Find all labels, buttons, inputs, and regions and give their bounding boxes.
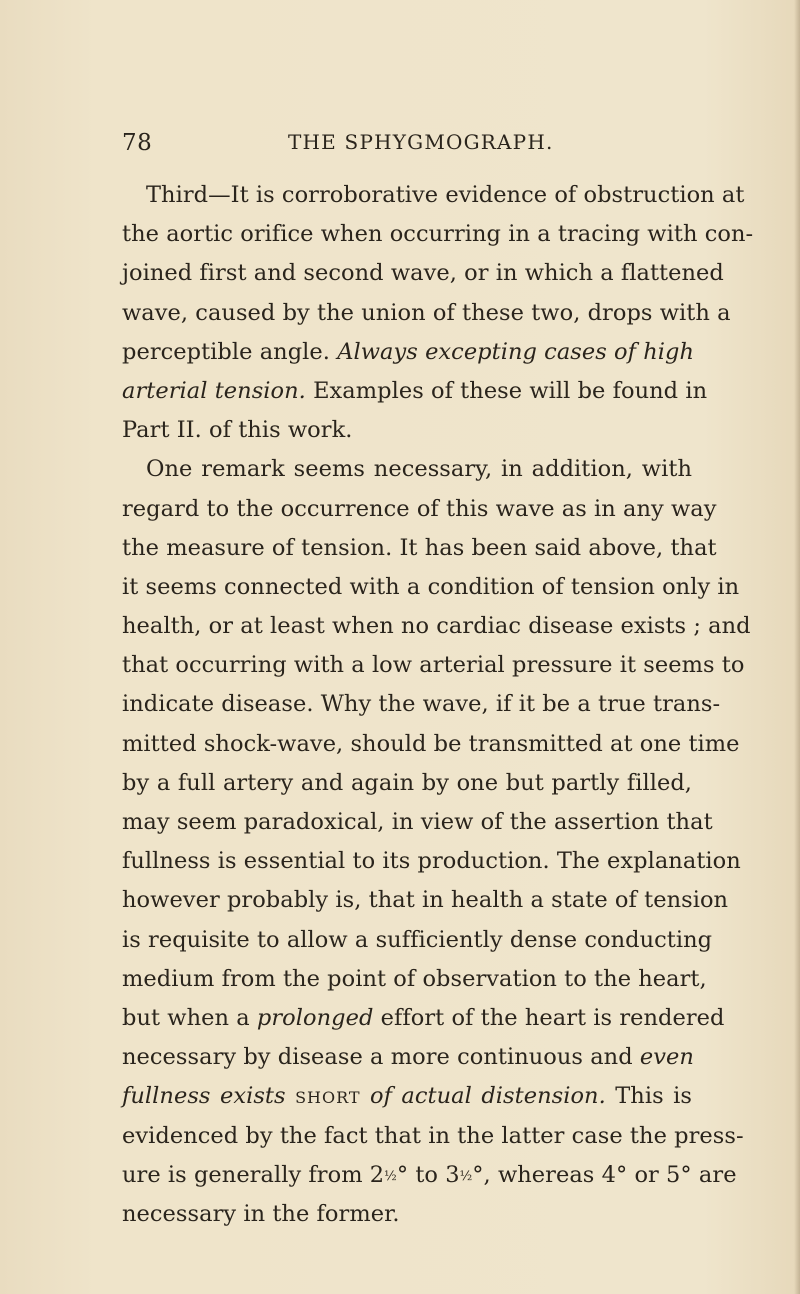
text-fragment: ure is generally from 2 bbox=[122, 1161, 385, 1188]
running-head bbox=[122, 130, 692, 162]
text-line bbox=[122, 1077, 692, 1116]
text-line: may seem paradoxical, in view of the assertion that bbox=[122, 809, 713, 835]
text-line bbox=[122, 1038, 692, 1077]
body-text bbox=[122, 176, 754, 1234]
text-line: however probably is, that in health a state of tension bbox=[122, 887, 729, 914]
small-caps-text: short bbox=[295, 1083, 361, 1110]
fraction: ½ bbox=[384, 1168, 397, 1184]
text-line: wave, caused by the union of these two, drops with a bbox=[122, 299, 731, 326]
italic-text: of actual distension. bbox=[369, 1083, 606, 1110]
italic-text: fullness exists bbox=[122, 1083, 286, 1110]
text-fragment: °, whereas 4° or 5° are bbox=[472, 1161, 737, 1188]
text-line: regard to the occurrence of this wave as in any way bbox=[122, 495, 717, 522]
text-line: medium from the point of observation to the heart, bbox=[122, 965, 707, 992]
text-fragment: ° to 3 bbox=[396, 1161, 460, 1188]
text-line: health, or at least when no cardiac disease exists ; and bbox=[122, 613, 751, 640]
text-line: fullness is essential to its production. The explanation bbox=[122, 848, 741, 875]
text-fragment: effort of the heart is rendered bbox=[380, 1004, 725, 1031]
text-line: that occurring with a low arterial pressure it seems to bbox=[122, 652, 745, 679]
italic-text: even bbox=[639, 1044, 694, 1071]
text-fragment: This is bbox=[615, 1083, 692, 1110]
text-line: Part II. of this work. bbox=[122, 417, 353, 444]
text-fragment: perceptible angle. bbox=[122, 338, 330, 365]
text-line bbox=[122, 333, 695, 372]
text-line: by a full artery and again by one but partly filled, bbox=[122, 769, 692, 796]
text-line: necessary in the former. bbox=[122, 1200, 400, 1227]
page-number: 78 bbox=[122, 130, 153, 156]
text-line bbox=[122, 1156, 737, 1195]
text-line: mitted shock-wave, should be transmitted at one time bbox=[122, 730, 740, 757]
running-title: THE SPHYGMOGRAPH. bbox=[288, 130, 554, 154]
text-line bbox=[122, 999, 725, 1038]
text-line: indicate disease. Why the wave, if it be a true trans- bbox=[122, 691, 721, 718]
page-edge-shadow bbox=[794, 0, 800, 1294]
text-line: the aortic orifice when occurring in a tracing with con- bbox=[122, 221, 754, 248]
text-line: is requisite to allow a sufficiently dense conducting bbox=[122, 926, 713, 953]
text-line: it seems connected with a condition of tension only in bbox=[122, 573, 740, 600]
text-line: evidenced by the fact that in the latter case the press- bbox=[122, 1122, 744, 1149]
italic-text: prolonged bbox=[256, 1004, 374, 1031]
text-fragment: Examples of these will be found in bbox=[313, 377, 708, 404]
text-line bbox=[122, 372, 708, 411]
text-fragment: necessary by disease a more continuous and bbox=[122, 1044, 633, 1071]
text-line: the measure of tension. It has been said above, that bbox=[122, 534, 717, 561]
text-line: joined first and second wave, or in which a flattened bbox=[122, 260, 724, 287]
text-line: Third—It is corroborative evidence of obstruction at bbox=[146, 182, 745, 208]
fraction: ½ bbox=[459, 1168, 473, 1184]
text-fragment: but when a bbox=[122, 1004, 250, 1031]
italic-text: Always excepting cases of high bbox=[337, 338, 695, 365]
text-line: One remark seems necessary, in addition, with bbox=[146, 456, 692, 483]
italic-text: arterial tension. bbox=[122, 377, 306, 404]
